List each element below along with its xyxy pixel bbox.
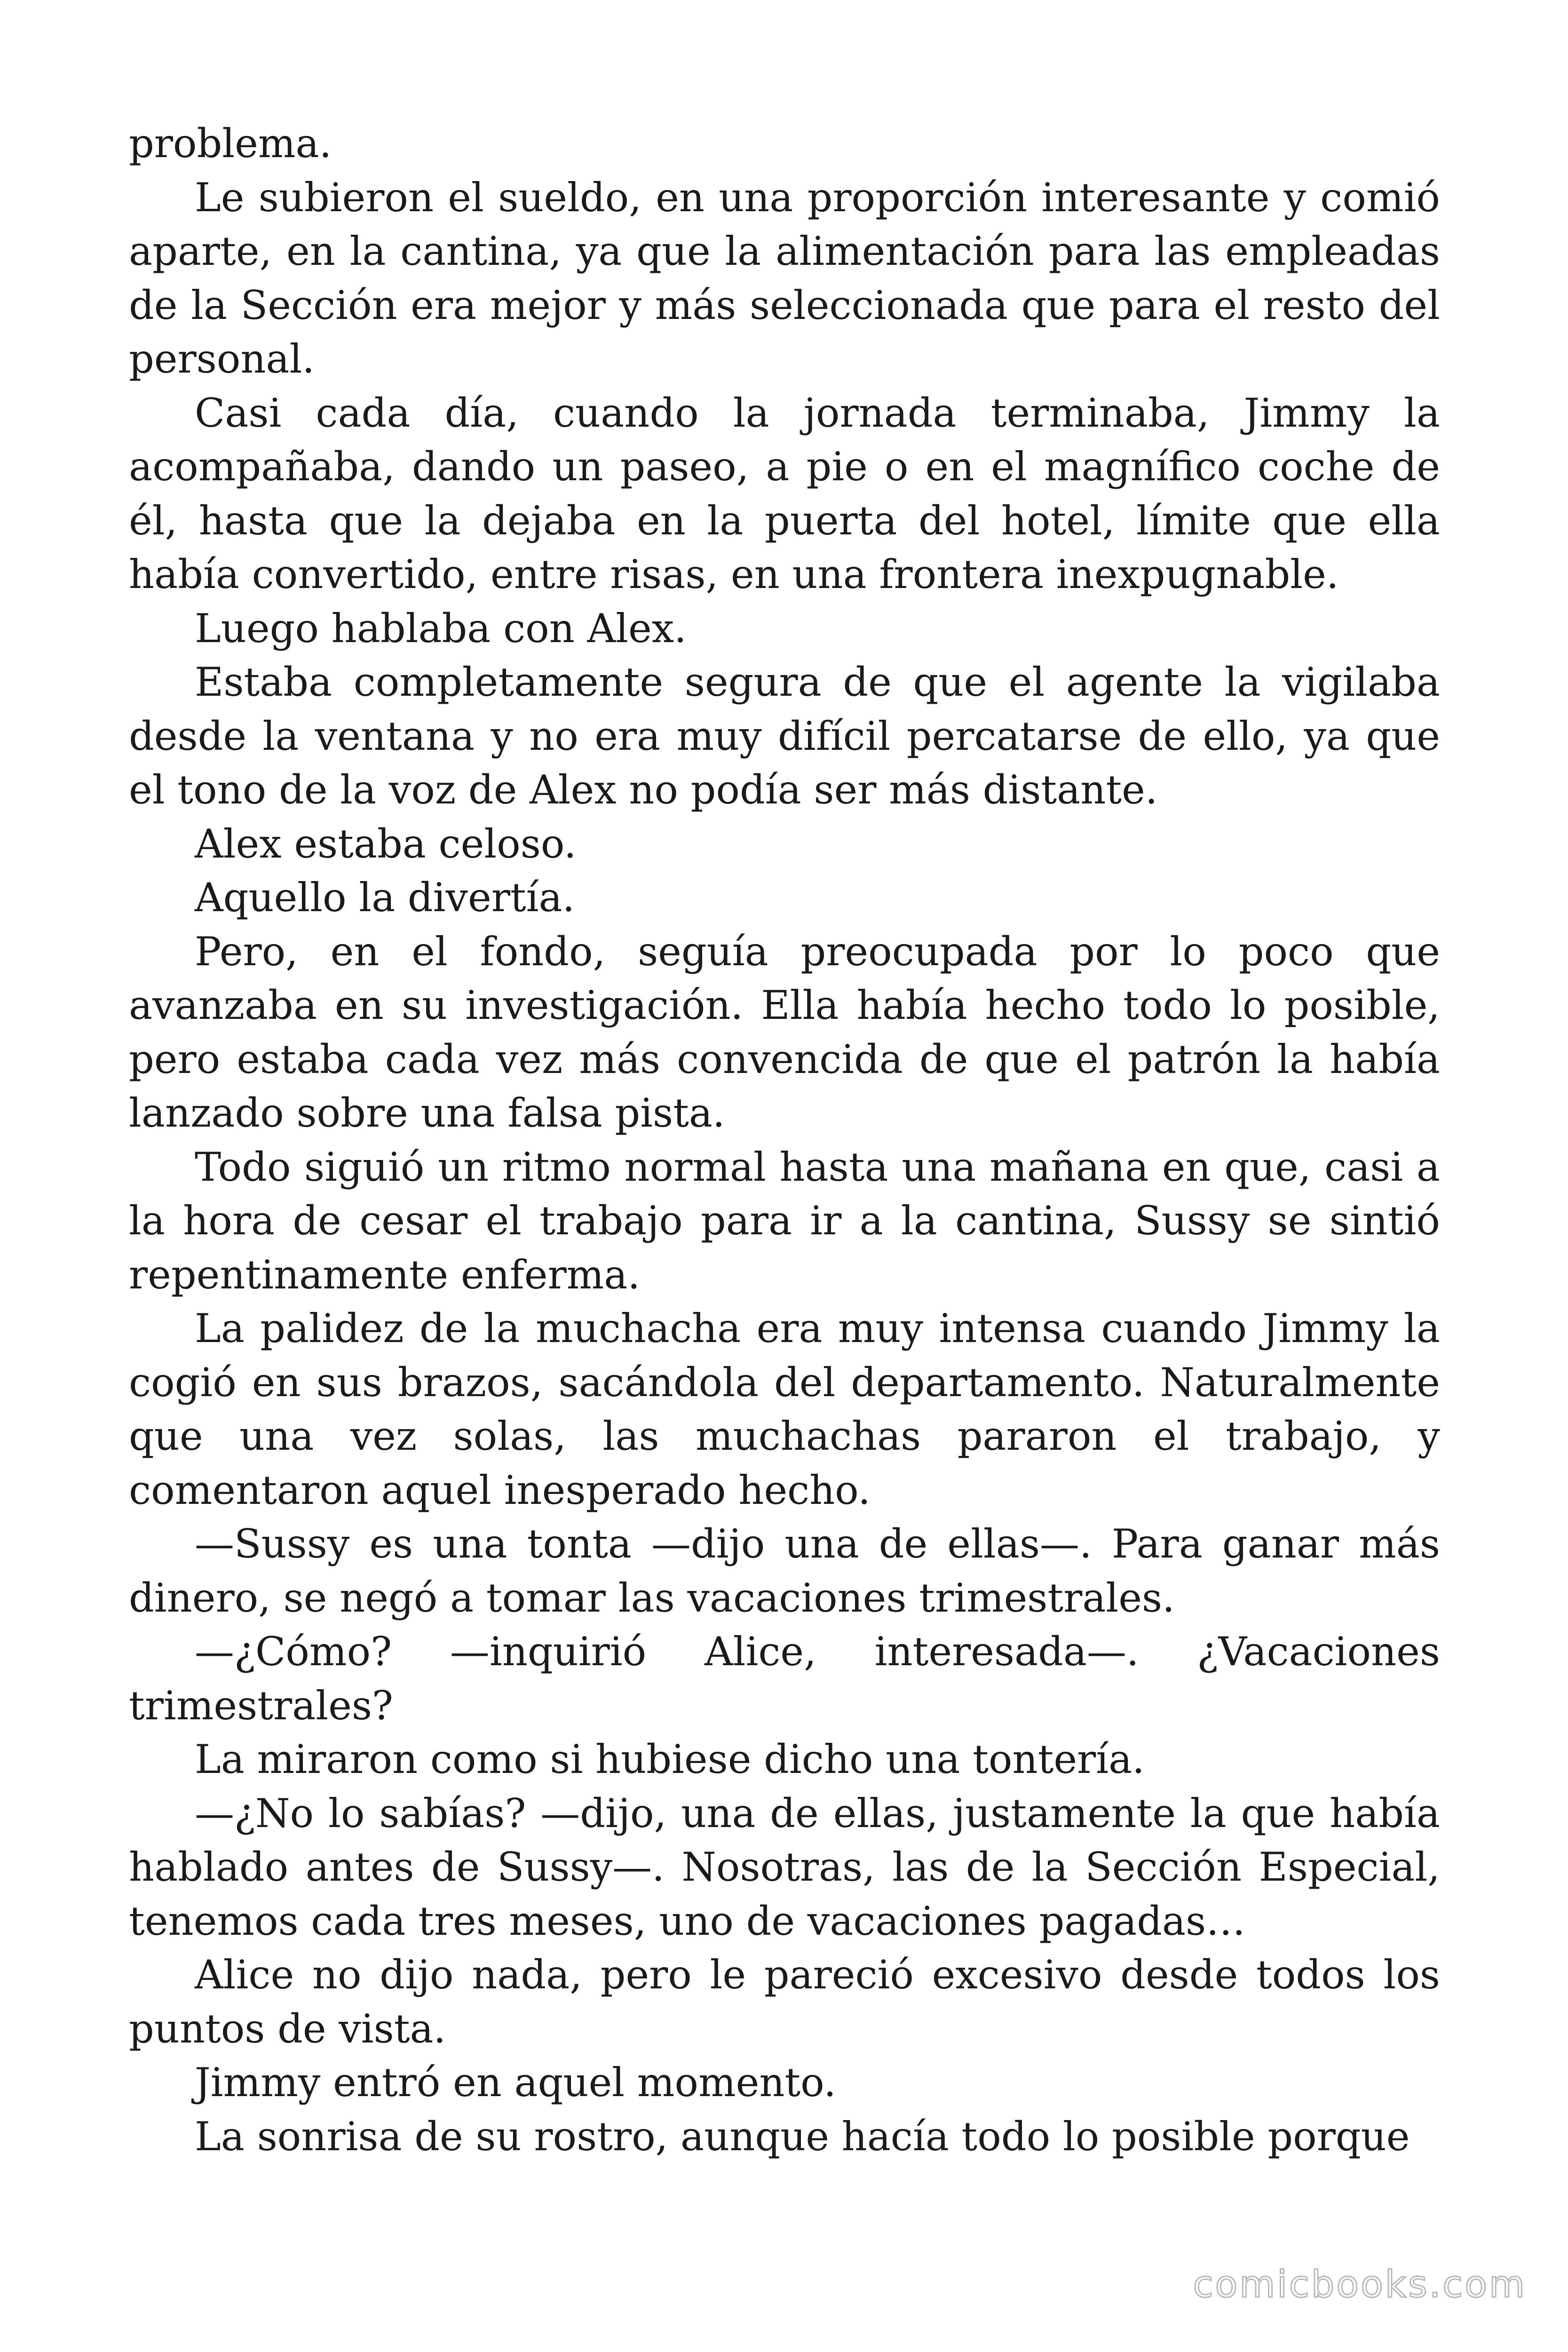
paragraph-9: Todo siguió un ritmo normal hasta una mañana en que, casi a la hora de cesar el trabajo para ir a la cantina, Sussy se sintió repentinamente enferma. xyxy=(129,1144,1440,1298)
paragraph-10: La palidez de la muchacha era muy intensa cuando Jimmy la cogió en sus brazos, sacándola del departamento. Naturalmente que una vez solas, las muchachas pararon el trabajo, y comentaron aquel inesperado hecho. xyxy=(129,1305,1440,1513)
paragraph-6: Alex estaba celoso. xyxy=(195,820,577,867)
paragraph-3: Casi cada día, cuando la jornada terminaba, Jimmy la acompañaba, dando un paseo, a pie o en el magnífico coche de él, hasta que la dejaba en la puerta del hotel, límite que ella había convertido, entre risas, en una frontera inexpugnable. xyxy=(129,389,1440,597)
paragraph-4: Luego hablaba con Alex. xyxy=(195,605,687,652)
paragraph-14: —¿No lo sabías? —dijo, una de ellas, justamente la que había hablado antes de Sussy—. Nosotras, las de la Sección Especial, tenemos cada tres meses, uno de vacaciones pagadas… xyxy=(129,1790,1440,1944)
paragraph-13: La miraron como si hubiese dicho una tontería. xyxy=(195,1736,1145,1782)
paragraph-7: Aquello la divertía. xyxy=(195,874,575,921)
paragraph-16: Jimmy entró en aquel momento. xyxy=(195,2059,836,2106)
paragraph-2: Le subieron el sueldo, en una proporción interesante y comió aparte, en la cantina, ya que la alimentación para las empleadas de la Sección era mejor y más seleccionada que para el resto del personal. xyxy=(129,174,1440,382)
paragraph-12: —¿Cómo? —inquirió Alice, interesada—. ¿Vacaciones trimestrales? xyxy=(129,1629,1440,1729)
paragraph-1: problema. xyxy=(129,120,332,167)
watermark: comicbooks.com xyxy=(1193,2264,1527,2306)
body-text xyxy=(129,117,1440,2163)
paragraph-11: —Sussy es una tonta —dijo una de ellas—. Para ganar más dinero, se negó a tomar las vacaciones trimestrales. xyxy=(129,1521,1440,1621)
paragraph-17: La sonrisa de su rostro, aunque hacía todo lo posible porque xyxy=(195,2113,1410,2160)
paragraph-5: Estaba completamente segura de que el agente la vigilaba desde la ventana y no era muy difícil percatarse de ello, ya que el tono de la voz de Alex no podía ser más distante. xyxy=(129,659,1440,813)
paragraph-15: Alice no dijo nada, pero le pareció excesivo desde todos los puntos de vista. xyxy=(129,1952,1440,2052)
paragraph-8: Pero, en el fondo, seguía preocupada por lo poco que avanzaba en su investigación. Ella había hecho todo lo posible, pero estaba cada vez más convencida de que el patrón la había lanzado sobre una falsa pista. xyxy=(129,928,1440,1136)
